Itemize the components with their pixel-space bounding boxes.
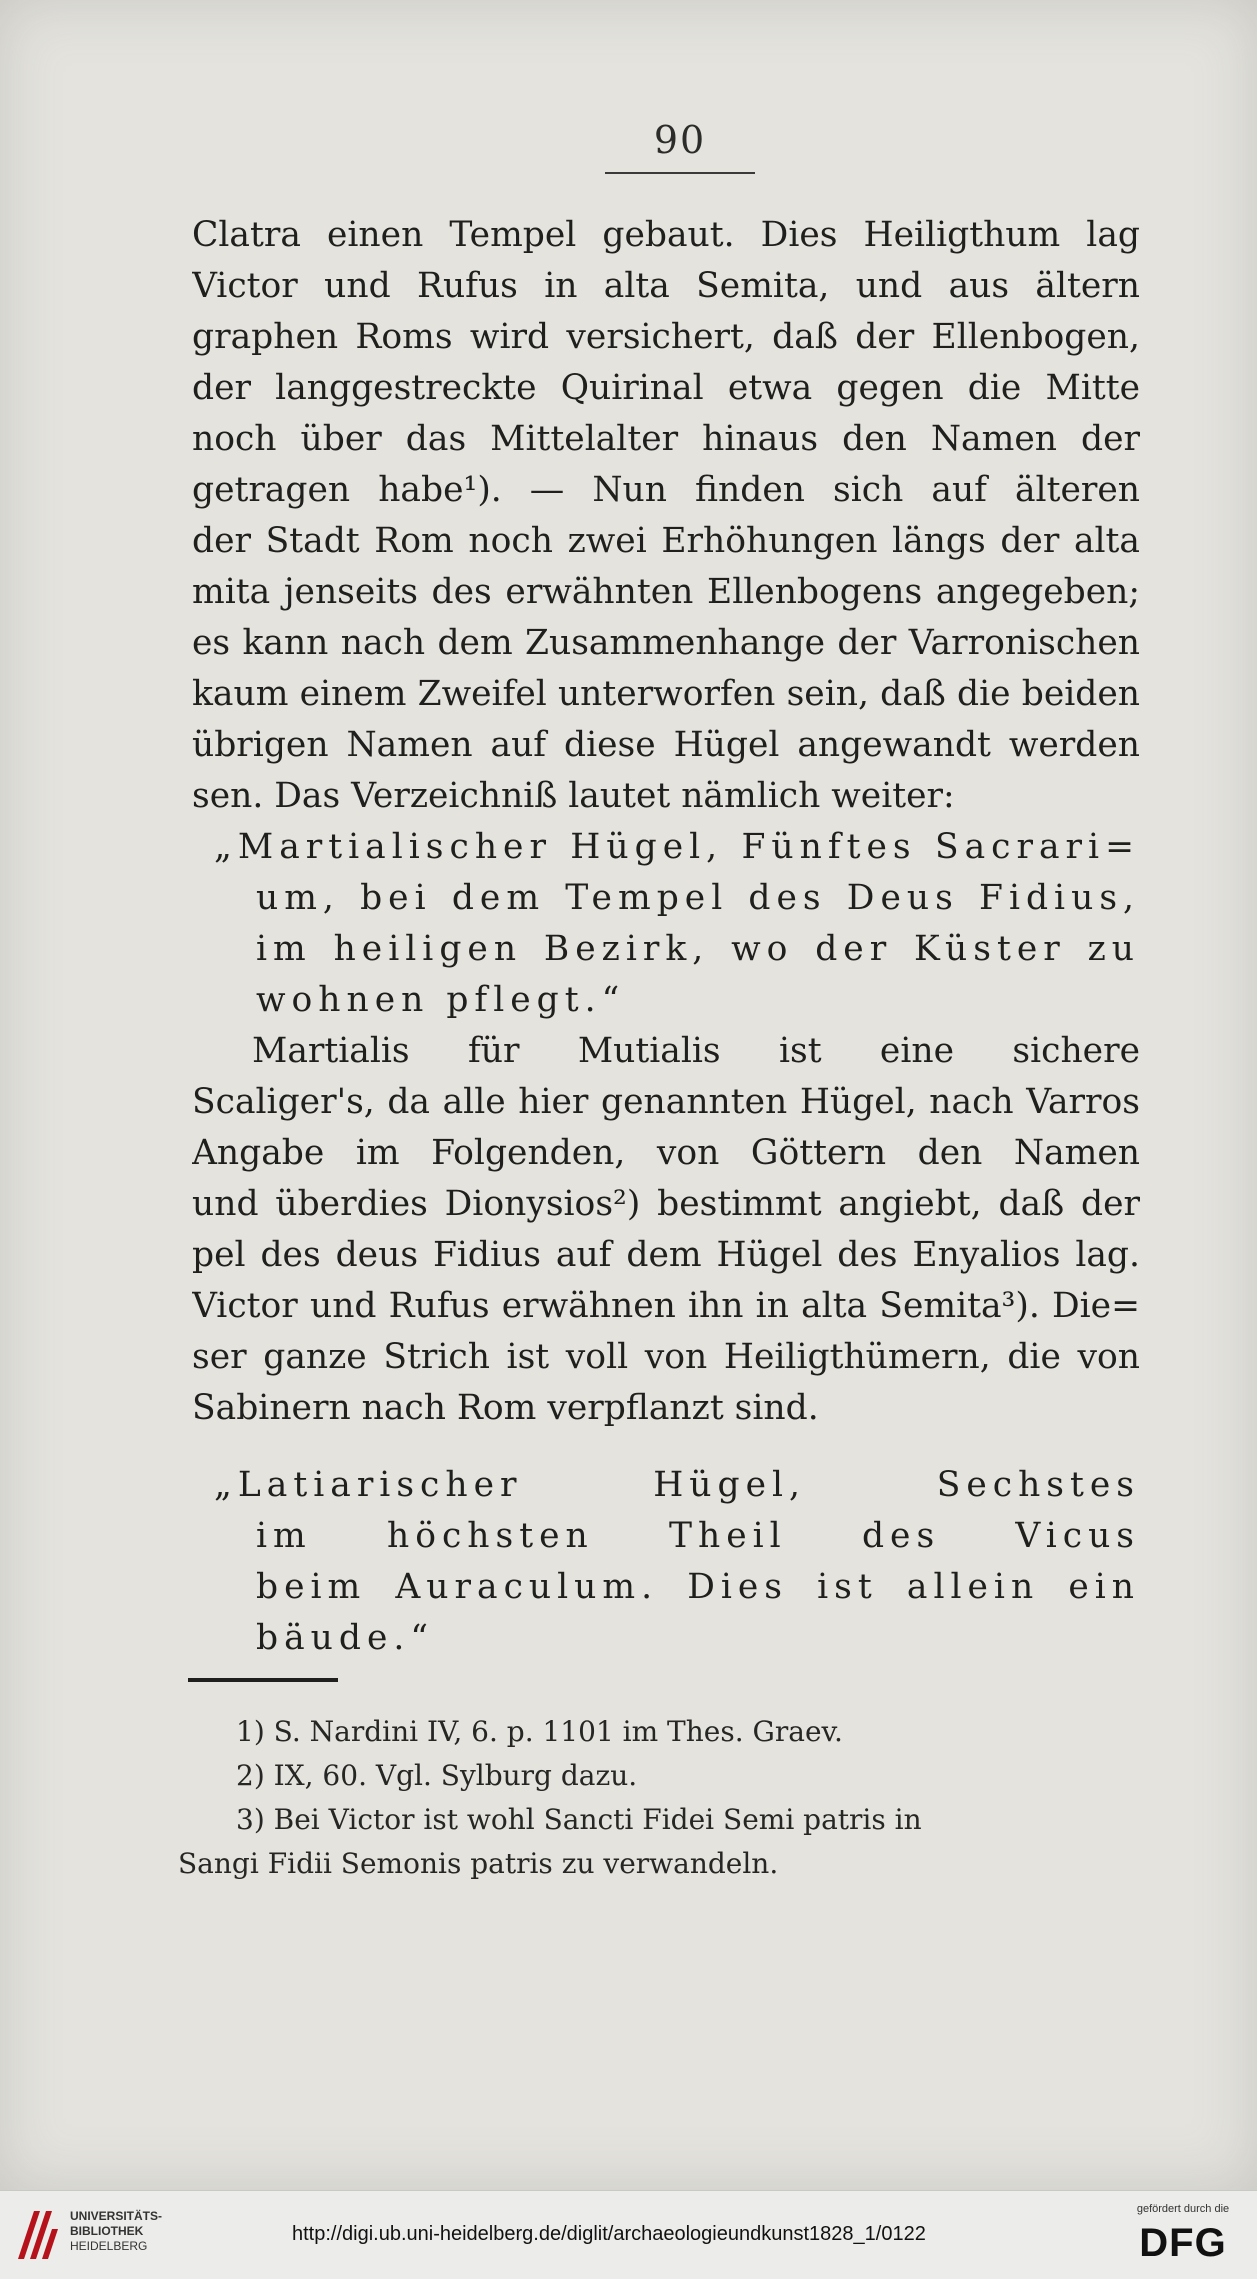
quote-line: wohnen pflegt.“	[256, 980, 626, 1020]
text-line: Clatra einen Tempel gebaut. Dies Heiligthum lag	[192, 215, 1140, 255]
footnote: 1) S. Nardini IV, 6. p. 1101 im Thes. Graev.	[236, 1715, 843, 1748]
text-line: getragen habe¹). — Nun finden sich auf älteren	[192, 470, 1140, 510]
text-line: der langgestreckte Quirinal etwa gegen die Mitte	[192, 368, 1140, 408]
permalink-url[interactable]: http://digi.ub.uni-heidelberg.de/diglit/archaeologieundkunst1828_1/0122	[292, 2223, 926, 2245]
text-line: pel des deus Fidius auf dem Hügel des Enyalios lag.	[192, 1235, 1140, 1275]
body-text	[192, 210, 1140, 1664]
quote-line: „Latiarischer Hügel, Sechstes	[214, 1465, 1140, 1505]
quote-line: „Martialischer Hügel, Fünftes Sacrari=	[214, 827, 1140, 867]
library-name	[70, 2209, 162, 2254]
quote-line: beim Auraculum. Dies ist allein ein	[256, 1567, 1140, 1607]
text-line: übrigen Namen auf diese Hügel angewandt werden	[192, 725, 1140, 765]
text-line: Martialis für Mutialis ist eine sichere	[252, 1031, 1140, 1071]
text-line: mita jenseits des erwähnten Ellenbogens angegeben;	[192, 572, 1140, 612]
page-number-rule	[605, 172, 755, 174]
quote-line: bäude.“	[256, 1618, 434, 1658]
viewer-footer	[0, 2190, 1257, 2279]
footnote: 3) Bei Victor ist wohl Sancti Fidei Semi patris in	[236, 1803, 922, 1836]
funding-caption: gefördert durch die	[1136, 2203, 1230, 2215]
library-name-line: HEIDELBERG	[70, 2239, 148, 2253]
paragraph-gap	[192, 1434, 1140, 1460]
footnote-rule	[188, 1678, 338, 1682]
university-library-logo-icon	[12, 2205, 62, 2265]
text-line: und überdies Dionysios²) bestimmt angiebt, daß der	[192, 1184, 1140, 1224]
text-line: Victor und Rufus erwähnen ihn in alta Semita³). Die=	[192, 1286, 1140, 1326]
page-number: 90	[653, 118, 707, 162]
quote-line: im heiligen Bezirk, wo der Küster zu	[256, 929, 1140, 969]
footnotes	[178, 1710, 1128, 1886]
text-line: Sabinern nach Rom verpflanzt sind.	[192, 1388, 819, 1428]
text-line: Scaliger's, da alle hier genannten Hügel, nach Varros	[192, 1082, 1140, 1122]
quote-line: um, bei dem Tempel des Deus Fidius,	[256, 878, 1140, 918]
text-line: Victor und Rufus in alta Semita, und aus ältern	[192, 266, 1140, 306]
library-name-line: BIBLIOTHEK	[70, 2224, 144, 2238]
dfg-logo: DFG	[1139, 2221, 1227, 2265]
text-line: kaum einem Zweifel unterworfen sein, daß die beiden	[192, 674, 1140, 714]
text-line: Angabe im Folgenden, von Göttern den Namen	[192, 1133, 1140, 1173]
text-line: es kann nach dem Zusammenhange der Varronischen	[192, 623, 1140, 663]
text-line: der Stadt Rom noch zwei Erhöhungen längs der alta	[192, 521, 1140, 561]
library-name-line: UNIVERSITÄTS-	[70, 2209, 163, 2223]
footnote: 2) IX, 60. Vgl. Sylburg dazu.	[236, 1759, 638, 1792]
quote-line: im höchsten Theil des Vicus	[256, 1516, 1140, 1556]
text-line: noch über das Mittelalter hinaus den Namen der	[192, 419, 1140, 459]
text-line: ser ganze Strich ist voll von Heiligthümern, die von	[192, 1337, 1140, 1377]
footnote: Sangi Fidii Semonis patris zu verwandeln.	[178, 1847, 779, 1880]
text-line: sen. Das Verzeichniß lautet nämlich weiter:	[192, 776, 955, 816]
text-line: graphen Roms wird versichert, daß der Ellenbogen,	[192, 317, 1140, 357]
